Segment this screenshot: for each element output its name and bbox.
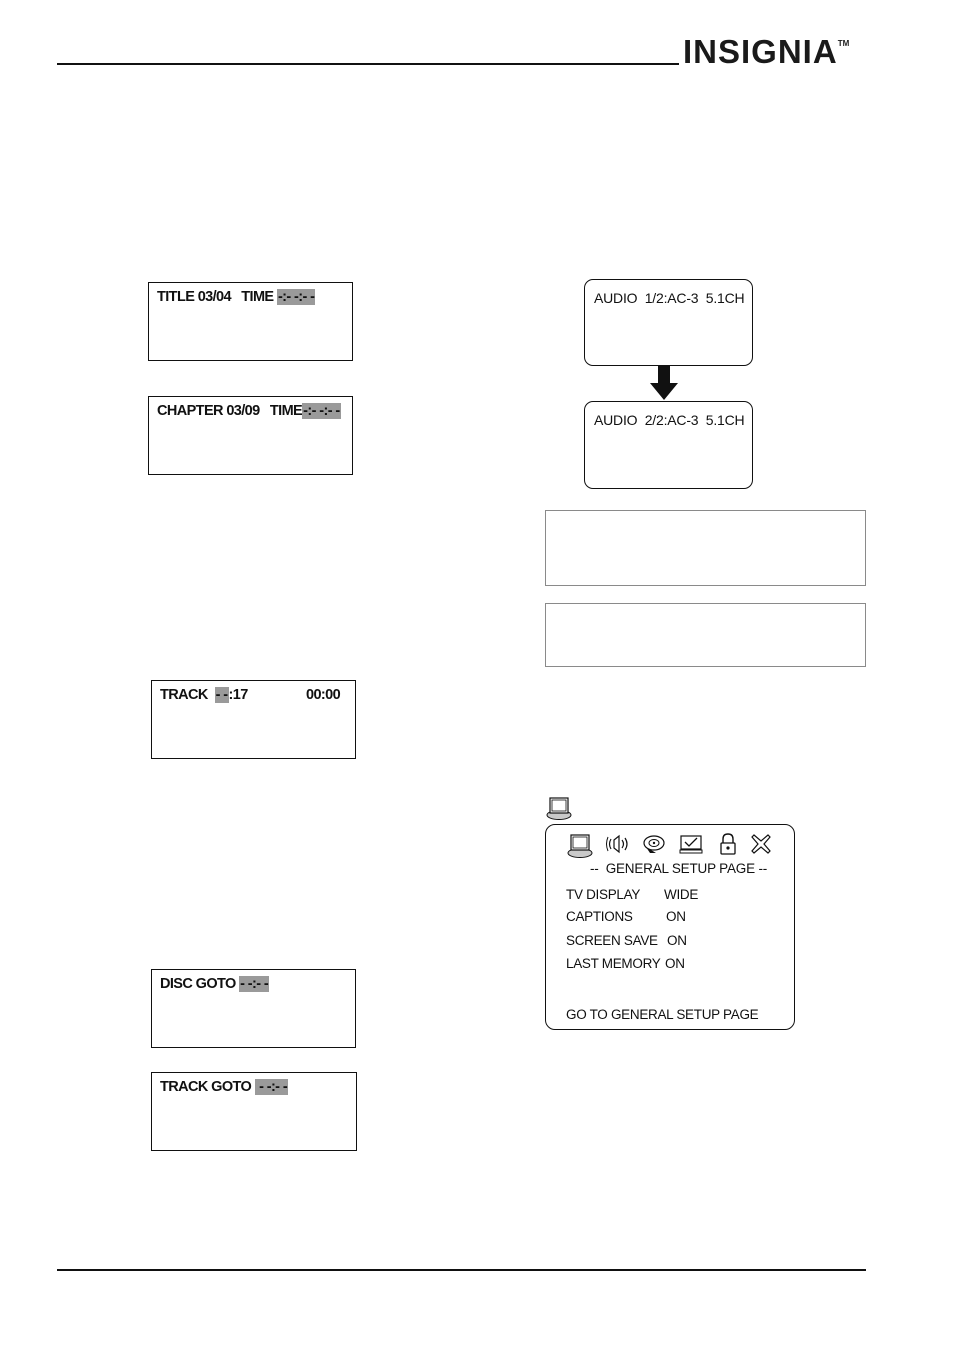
osd-track-label: TRACK xyxy=(160,687,215,703)
osd-chapter-time-value: -:- -:- - xyxy=(303,403,340,419)
tv-icon xyxy=(545,795,573,821)
setup-row-value: WIDE xyxy=(664,887,699,902)
osd-audio-1 xyxy=(584,279,753,366)
osd-track-goto xyxy=(151,1072,357,1151)
exit-icon[interactable] xyxy=(750,833,772,855)
osd-audio-2-text: AUDIO 2/2:AC-3 5.1CH xyxy=(594,412,745,428)
setup-row-captions[interactable] xyxy=(566,909,686,924)
setup-row-label: SCREEN SAVE xyxy=(566,933,658,948)
setup-row-value: ON xyxy=(666,909,686,924)
audio-disc-icon[interactable] xyxy=(642,833,666,855)
lock-icon[interactable] xyxy=(718,833,738,855)
setup-footer: GO TO GENERAL SETUP PAGE xyxy=(566,1007,759,1022)
arrow-down-icon xyxy=(649,366,679,402)
note-box-1 xyxy=(545,510,866,586)
osd-chapter-time xyxy=(148,396,353,475)
setup-row-tv-display[interactable] xyxy=(566,887,699,902)
setup-row-value: ON xyxy=(667,933,687,948)
note-box-2 xyxy=(545,603,866,667)
brand-logo: INSIGNIA™ xyxy=(683,33,850,70)
tv-icon[interactable] xyxy=(566,833,594,859)
osd-audio-1-text: AUDIO 1/2:AC-3 5.1CH xyxy=(594,290,745,306)
osd-title-label: TITLE 03/04 TIME xyxy=(157,289,277,305)
osd-track-time: 00:00 xyxy=(306,687,341,703)
footer-rule xyxy=(57,1269,866,1271)
speaker-icon[interactable] xyxy=(606,833,632,855)
osd-disc-goto-value: - -:- - xyxy=(240,976,269,992)
setup-page-title: -- GENERAL SETUP PAGE -- xyxy=(590,861,768,876)
osd-track-goto-value: - -:- - xyxy=(255,1079,288,1095)
osd-audio-2 xyxy=(584,401,753,489)
osd-title-time-value: -:- -:- - xyxy=(277,289,315,305)
setup-row-screen-save[interactable] xyxy=(566,933,687,948)
osd-track-number: :17 xyxy=(228,687,248,703)
osd-track xyxy=(151,680,356,759)
setup-row-value: ON xyxy=(665,956,685,971)
setup-row-label: TV DISPLAY xyxy=(566,887,641,902)
header-rule xyxy=(57,63,679,65)
osd-disc-goto-label: DISC GOTO xyxy=(160,976,236,992)
setup-row-label: LAST MEMORY xyxy=(566,956,661,971)
osd-track-goto-label: TRACK GOTO xyxy=(160,1079,252,1095)
preference-icon[interactable] xyxy=(678,833,704,855)
setup-row-label: CAPTIONS xyxy=(566,909,633,924)
setup-row-last-memory[interactable] xyxy=(566,956,685,971)
osd-track-highlight: - - xyxy=(215,687,228,703)
osd-disc-goto xyxy=(151,969,356,1048)
general-setup-menu xyxy=(545,824,795,1030)
osd-chapter-label: CHAPTER 03/09 TIME xyxy=(157,403,303,419)
osd-title-time xyxy=(148,282,353,361)
